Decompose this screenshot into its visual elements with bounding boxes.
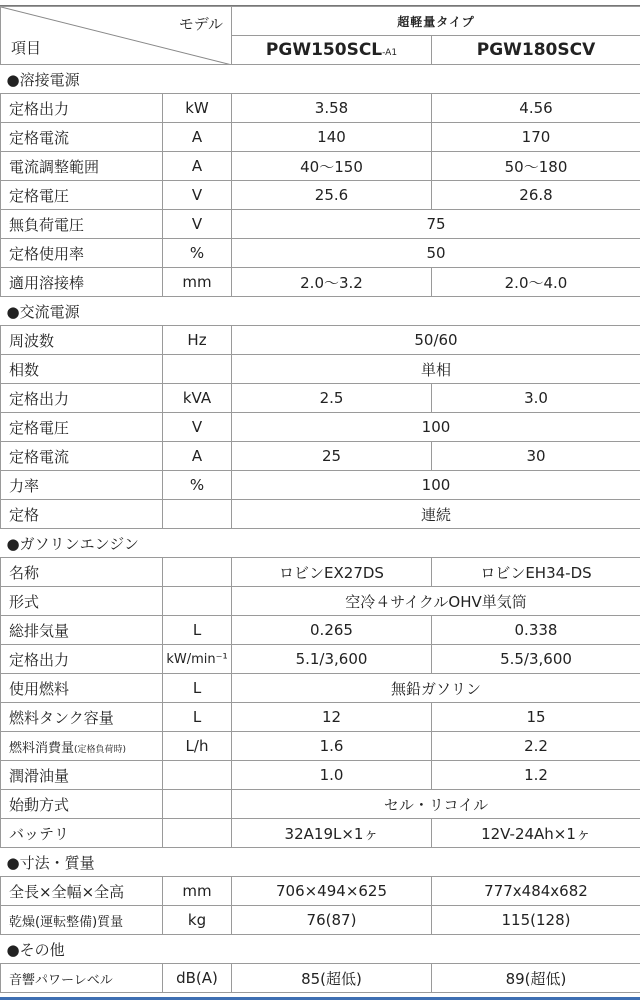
section-row <box>1 297 640 326</box>
value-model-2: 26.8 <box>432 181 640 210</box>
row-label: 定格出力 <box>1 645 163 674</box>
table-row <box>1 703 640 732</box>
value-model-1: 1.0 <box>232 761 432 790</box>
section-dimensions: ●寸法・質量 <box>1 848 640 877</box>
type-label: 超軽量タイプ <box>232 7 640 36</box>
value-model-2: 4.56 <box>432 94 640 123</box>
header-corner <box>1 7 232 65</box>
row-label: 燃料タンク容量 <box>1 703 163 732</box>
value-shared: セル・リコイル <box>232 790 640 819</box>
value-model-1: 1.6 <box>232 732 432 761</box>
row-label: 適用溶接棒 <box>1 268 163 297</box>
table-row <box>1 790 640 819</box>
value-model-1: 140 <box>232 123 432 152</box>
row-unit: kVA <box>163 384 232 413</box>
value-model-2: 12V-24Ah×1ヶ <box>432 819 640 848</box>
row-unit <box>163 819 232 848</box>
value-shared: 50 <box>232 239 640 268</box>
table-row <box>1 326 640 355</box>
row-label: 相数 <box>1 355 163 384</box>
row-unit: L <box>163 703 232 732</box>
row-label: バッテリ <box>1 819 163 848</box>
spec-table <box>0 6 640 993</box>
section-row <box>1 529 640 558</box>
row-label: 定格 <box>1 500 163 529</box>
table-row <box>1 964 640 993</box>
value-model-1: 2.5 <box>232 384 432 413</box>
row-label-main: 燃料消費量 <box>9 740 75 756</box>
section-other: ●その他 <box>1 935 640 964</box>
row-label: 電流調整範囲 <box>1 152 163 181</box>
value-model-1: 5.1/3,600 <box>232 645 432 674</box>
table-row <box>1 877 640 906</box>
row-unit: kW/min⁻¹ <box>163 645 232 674</box>
table-row <box>1 558 640 587</box>
value-model-2: 30 <box>432 442 640 471</box>
row-label: 使用燃料 <box>1 674 163 703</box>
table-row <box>1 384 640 413</box>
table-row <box>1 413 640 442</box>
item-label: 項目 <box>11 39 42 57</box>
section-engine: ●ガソリンエンジン <box>1 529 640 558</box>
header-row-top <box>1 7 640 36</box>
table-row <box>1 674 640 703</box>
model-1-name <box>232 36 432 65</box>
row-label <box>1 732 163 761</box>
row-unit: kW <box>163 94 232 123</box>
value-model-2: 777x484x682 <box>432 877 640 906</box>
row-unit: A <box>163 442 232 471</box>
row-label: 乾燥(運転整備)質量 <box>1 906 163 935</box>
value-shared: 空冷４サイクルOHV単気筒 <box>232 587 640 616</box>
table-row <box>1 761 640 790</box>
table-row <box>1 94 640 123</box>
value-model-1: 40～150 <box>232 152 432 181</box>
row-label: 定格使用率 <box>1 239 163 268</box>
value-model-1: 12 <box>232 703 432 732</box>
row-label: 無負荷電圧 <box>1 210 163 239</box>
row-unit: % <box>163 471 232 500</box>
value-shared: 75 <box>232 210 640 239</box>
section-row <box>1 65 640 94</box>
value-shared: 単相 <box>232 355 640 384</box>
row-label: 総排気量 <box>1 616 163 645</box>
section-welding: ●溶接電源 <box>1 65 640 94</box>
row-unit: mm <box>163 877 232 906</box>
section-ac: ●交流電源 <box>1 297 640 326</box>
value-model-2: 115(128) <box>432 906 640 935</box>
row-unit <box>163 790 232 819</box>
row-unit: A <box>163 152 232 181</box>
row-label: 潤滑油量 <box>1 761 163 790</box>
value-model-2: 2.0～4.0 <box>432 268 640 297</box>
row-label: 定格出力 <box>1 384 163 413</box>
table-row <box>1 906 640 935</box>
value-model-1: 3.58 <box>232 94 432 123</box>
row-unit: V <box>163 181 232 210</box>
row-unit: V <box>163 413 232 442</box>
row-label: 音響パワーレベル <box>1 964 163 993</box>
value-shared: 100 <box>232 471 640 500</box>
value-model-2: 0.338 <box>432 616 640 645</box>
row-label: 始動方式 <box>1 790 163 819</box>
value-model-1: 706×494×625 <box>232 877 432 906</box>
value-model-2: 5.5/3,600 <box>432 645 640 674</box>
row-label: 形式 <box>1 587 163 616</box>
row-unit: L <box>163 616 232 645</box>
value-model-1: 25 <box>232 442 432 471</box>
value-model-2: 50～180 <box>432 152 640 181</box>
table-row <box>1 442 640 471</box>
value-model-2: ロビンEH34-DS <box>432 558 640 587</box>
row-label: 定格電流 <box>1 123 163 152</box>
value-model-1: 76(87) <box>232 906 432 935</box>
row-label-note: (定格負荷時) <box>74 744 127 755</box>
value-shared: 50/60 <box>232 326 640 355</box>
row-label: 定格出力 <box>1 94 163 123</box>
table-row <box>1 181 640 210</box>
value-model-2: 170 <box>432 123 640 152</box>
model-1-suffix: -A1 <box>382 48 398 58</box>
value-model-2: 3.0 <box>432 384 640 413</box>
table-row <box>1 123 640 152</box>
row-unit: Hz <box>163 326 232 355</box>
table-row <box>1 587 640 616</box>
value-shared: 100 <box>232 413 640 442</box>
row-label: 全長×全幅×全高 <box>1 877 163 906</box>
row-unit <box>163 587 232 616</box>
table-row <box>1 210 640 239</box>
value-model-1: 2.0～3.2 <box>232 268 432 297</box>
value-model-1: 32A19L×1ヶ <box>232 819 432 848</box>
value-model-2: 15 <box>432 703 640 732</box>
value-shared: 無鉛ガソリン <box>232 674 640 703</box>
row-label: 周波数 <box>1 326 163 355</box>
table-row <box>1 268 640 297</box>
row-unit: L <box>163 674 232 703</box>
row-unit: A <box>163 123 232 152</box>
row-label: 力率 <box>1 471 163 500</box>
model-label: モデル <box>178 15 223 33</box>
section-row <box>1 935 640 964</box>
row-unit <box>163 558 232 587</box>
value-model-1: 0.265 <box>232 616 432 645</box>
section-row <box>1 848 640 877</box>
row-unit: kg <box>163 906 232 935</box>
row-label: 定格電流 <box>1 442 163 471</box>
row-unit: % <box>163 239 232 268</box>
table-row <box>1 616 640 645</box>
row-unit: L/h <box>163 732 232 761</box>
value-model-1: ロビンEX27DS <box>232 558 432 587</box>
table-row <box>1 819 640 848</box>
row-unit: mm <box>163 268 232 297</box>
value-model-1: 85(超低) <box>232 964 432 993</box>
table-row <box>1 645 640 674</box>
value-model-2: 89(超低) <box>432 964 640 993</box>
row-unit: V <box>163 210 232 239</box>
table-row <box>1 152 640 181</box>
value-model-2: 2.2 <box>432 732 640 761</box>
bottom-rule <box>0 997 640 1000</box>
row-label: 定格電圧 <box>1 413 163 442</box>
table-row <box>1 355 640 384</box>
table-row <box>1 239 640 268</box>
table-row <box>1 471 640 500</box>
row-unit <box>163 355 232 384</box>
row-label: 定格電圧 <box>1 181 163 210</box>
model-2-name: PGW180SCV <box>432 36 640 65</box>
model-1-main: PGW150SCL <box>265 40 383 60</box>
table-row <box>1 732 640 761</box>
row-unit <box>163 500 232 529</box>
value-shared: 連続 <box>232 500 640 529</box>
row-unit <box>163 761 232 790</box>
value-model-2: 1.2 <box>432 761 640 790</box>
row-unit: dB(A) <box>163 964 232 993</box>
table-row <box>1 500 640 529</box>
value-model-1: 25.6 <box>232 181 432 210</box>
row-label: 名称 <box>1 558 163 587</box>
